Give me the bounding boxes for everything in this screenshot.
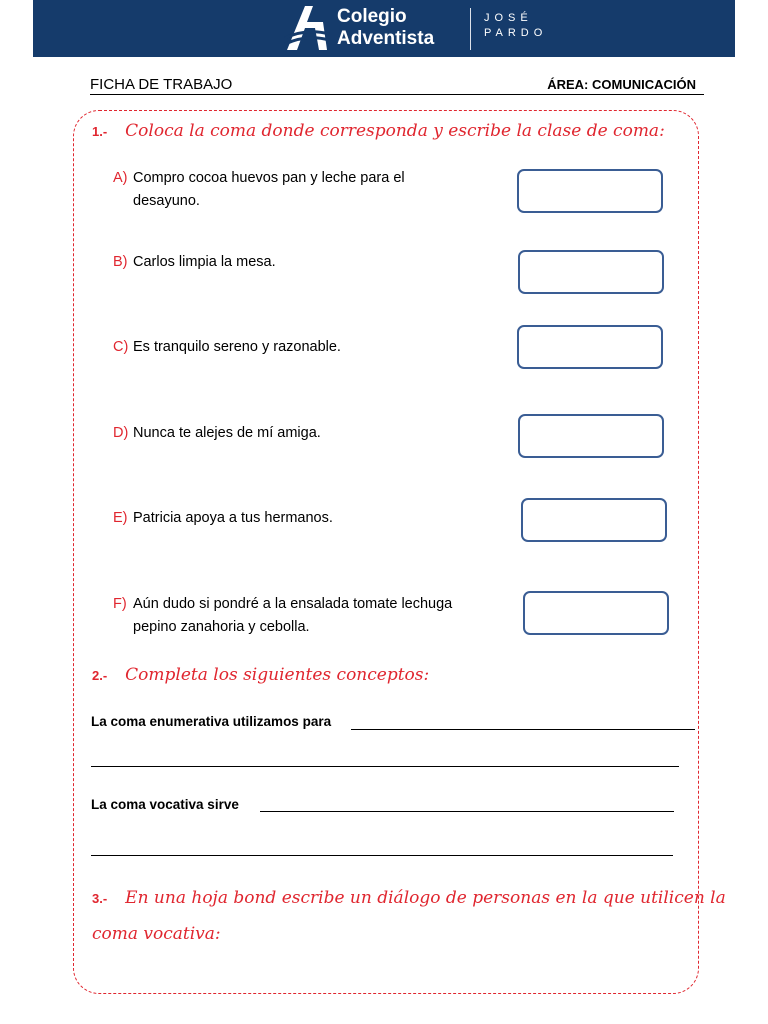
exercise-a-line2: desayuno.	[133, 193, 200, 209]
school-name	[337, 6, 434, 50]
subject-area: ÁREA: COMUNICACIÓN	[547, 77, 696, 92]
exercise-f-line2: pepino zanahoria y cebolla.	[133, 619, 310, 635]
answer-box-b[interactable]	[518, 250, 664, 294]
exercise-a	[113, 167, 405, 213]
question-1-heading	[92, 121, 665, 141]
exercise-c-letter: C)	[113, 339, 129, 355]
question-3-number: 3.-	[92, 891, 108, 906]
exercise-c-line1: Es tranquilo sereno y razonable.	[133, 339, 341, 355]
concept-vocative-label: La coma vocativa sirve	[91, 797, 239, 812]
exercise-a-line1: Compro cocoa huevos pan y leche para el	[133, 170, 405, 186]
concept-vocative-answer-line-2[interactable]	[91, 855, 673, 856]
exercise-f-line1: Aún dudo si pondré a la ensalada tomate lechuga	[133, 596, 453, 612]
logo-divider	[470, 8, 471, 50]
concept-enumerative-answer-line[interactable]	[351, 729, 695, 730]
exercise-a-letter: A)	[113, 170, 128, 186]
exercise-b	[113, 251, 276, 274]
title-row	[90, 76, 704, 95]
question-1-text: Coloca la coma donde corresponda y escribe la clase de coma:	[125, 121, 665, 141]
concept-enumerative-label: La coma enumerativa utilizamos para	[91, 714, 332, 729]
exercise-c	[113, 336, 341, 359]
answer-box-d[interactable]	[518, 414, 664, 458]
answer-box-e[interactable]	[521, 498, 667, 542]
answer-box-f[interactable]	[523, 591, 669, 635]
school-name-line1: Colegio	[337, 6, 407, 27]
exercise-e-letter: E)	[113, 510, 128, 526]
question-2-number: 2.-	[92, 668, 108, 683]
answer-box-c[interactable]	[517, 325, 663, 369]
exercise-b-line1: Carlos limpia la mesa.	[133, 254, 276, 270]
school-subname	[484, 11, 547, 41]
answer-box-a[interactable]	[517, 169, 663, 213]
question-3-text-line1: En una hoja bond escribe un diálogo de personas en la que utilicen la	[125, 888, 726, 908]
school-subname-line2: PARDO	[484, 27, 548, 39]
question-2-text: Completa los siguientes conceptos:	[125, 665, 430, 685]
adventist-flame-logo-icon	[283, 4, 331, 52]
concept-vocative-answer-line[interactable]	[260, 811, 674, 812]
exercise-f-letter: F)	[113, 596, 127, 612]
exercise-d-line1: Nunca te alejes de mí amiga.	[133, 425, 321, 441]
concept-enumerative-answer-line-2[interactable]	[91, 766, 679, 767]
exercise-b-letter: B)	[113, 254, 128, 270]
exercise-e-line1: Patricia apoya a tus hermanos.	[133, 510, 333, 526]
question-3-heading	[92, 888, 726, 908]
question-2-heading	[92, 665, 429, 685]
question-1-number: 1.-	[92, 124, 108, 139]
exercise-e	[113, 507, 333, 530]
school-name-line2: Adventista	[337, 28, 435, 49]
exercise-d-letter: D)	[113, 425, 129, 441]
question-3-text-line2: coma vocativa:	[92, 924, 221, 944]
header-banner	[33, 0, 735, 57]
worksheet-title: FICHA DE TRABAJO	[90, 76, 233, 93]
exercise-f	[113, 593, 452, 639]
exercise-d	[113, 422, 321, 445]
worksheet-frame	[73, 110, 699, 994]
school-subname-line1: JOSÉ	[484, 12, 533, 24]
